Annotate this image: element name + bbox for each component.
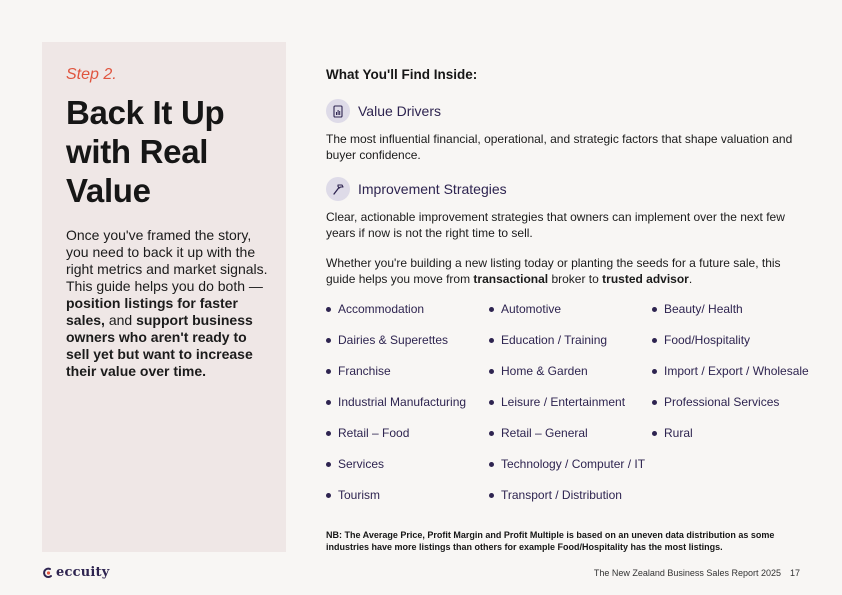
industry-item bbox=[489, 302, 561, 316]
footnote: NB: The Average Price, Profit Margin and Profit Multiple is based on an uneven data distribution as some industries have more listings than others for example Food/Hospitality has the most listings. bbox=[326, 530, 775, 552]
industry-label: Industrial Manufacturing bbox=[338, 395, 467, 409]
feature-description: Clear, actionable improvement strategies that owners can implement over the next few years if now is not the right time to sell. bbox=[326, 210, 785, 240]
feature-title: Improvement Strategies bbox=[358, 181, 507, 197]
bullet-icon bbox=[652, 307, 657, 312]
page-title bbox=[66, 93, 276, 210]
intro-paragraph bbox=[66, 227, 268, 380]
closing-bold-text: trusted advisor bbox=[602, 271, 689, 286]
eccuity-logo bbox=[42, 565, 109, 580]
logo-mark-icon bbox=[42, 567, 53, 579]
intro-bold-text: support business owners who aren't ready to sell yet but want to increase their value over time. bbox=[66, 312, 253, 379]
bullet-icon bbox=[652, 369, 657, 374]
page-title-line: Value bbox=[66, 172, 151, 209]
industry-label: Tourism bbox=[338, 488, 381, 502]
industry-item bbox=[326, 457, 384, 471]
intro-bold-text: position listings for faster sales, bbox=[66, 295, 238, 328]
industry-label: Professional Services bbox=[664, 395, 780, 409]
bullet-icon bbox=[326, 431, 331, 436]
bullet-icon bbox=[652, 400, 657, 405]
main-content bbox=[326, 0, 826, 595]
bullet-icon bbox=[326, 307, 331, 312]
bullet-icon bbox=[326, 462, 331, 467]
bullet-icon bbox=[489, 493, 494, 498]
closing-text: Whether you're building a new listing today or planting the seeds for a future sale, this guide helps you move from bbox=[326, 256, 781, 286]
report-document-icon bbox=[326, 99, 350, 123]
industry-label: Services bbox=[338, 457, 385, 471]
industry-item bbox=[326, 333, 448, 347]
page-title-line: Back It Up bbox=[66, 94, 225, 131]
industry-label: Food/Hospitality bbox=[664, 333, 751, 347]
industry-item bbox=[652, 302, 743, 316]
bullet-icon bbox=[489, 369, 494, 374]
page-footer bbox=[594, 568, 800, 578]
bullet-icon bbox=[489, 400, 494, 405]
section-heading: What You'll Find Inside: bbox=[326, 67, 478, 82]
bullet-icon bbox=[489, 462, 494, 467]
closing-text: broker to bbox=[548, 271, 603, 286]
closing-paragraph bbox=[326, 256, 796, 287]
step-panel bbox=[42, 42, 286, 552]
bullet-icon bbox=[652, 431, 657, 436]
industry-item bbox=[489, 426, 588, 440]
intro-text: Once you've framed the story, you need to back it up with the right metrics and market signals. This guide helps you do both — bbox=[66, 227, 268, 294]
industry-label: Franchise bbox=[338, 364, 391, 378]
industry-item bbox=[489, 364, 588, 378]
report-title: The New Zealand Business Sales Report 2025 bbox=[593, 568, 781, 578]
bullet-icon bbox=[326, 369, 331, 374]
industry-item bbox=[489, 488, 622, 502]
industry-label: Home & Garden bbox=[501, 364, 588, 378]
bullet-icon bbox=[326, 400, 331, 405]
industry-label: Automotive bbox=[501, 302, 562, 316]
industry-item bbox=[652, 364, 809, 378]
industry-label: Retail – General bbox=[501, 426, 588, 440]
industry-item bbox=[489, 457, 645, 471]
industry-label: Retail – Food bbox=[338, 426, 410, 440]
industry-label: Education / Training bbox=[501, 333, 608, 347]
industry-item bbox=[489, 333, 607, 347]
industry-item bbox=[326, 426, 409, 440]
bullet-icon bbox=[652, 338, 657, 343]
feature-title: Value Drivers bbox=[358, 103, 441, 119]
page-number: 17 bbox=[789, 568, 800, 578]
industry-label: Import / Export / Wholesale bbox=[664, 364, 809, 378]
industry-item bbox=[652, 426, 693, 440]
industry-item bbox=[326, 395, 466, 409]
page-title-line: with Real bbox=[66, 133, 209, 170]
closing-bold-text: transactional bbox=[473, 271, 549, 286]
industry-item bbox=[326, 364, 391, 378]
step-label: Step 2. bbox=[66, 66, 117, 83]
logo-text: eccuity bbox=[56, 565, 110, 580]
industry-label: Technology / Computer / IT bbox=[501, 457, 646, 471]
industry-label: Rural bbox=[664, 426, 693, 440]
closing-text: . bbox=[688, 271, 693, 286]
industry-label: Accommodation bbox=[338, 302, 425, 316]
bullet-icon bbox=[326, 338, 331, 343]
industry-item bbox=[652, 395, 779, 409]
hammer-icon bbox=[326, 177, 350, 201]
bullet-icon bbox=[489, 338, 494, 343]
feature-value-drivers bbox=[326, 99, 441, 123]
industry-label: Dairies & Superettes bbox=[338, 333, 449, 347]
industry-item bbox=[489, 395, 625, 409]
industry-item bbox=[326, 302, 424, 316]
industry-item bbox=[326, 488, 380, 502]
industry-item bbox=[652, 333, 750, 347]
bullet-icon bbox=[489, 307, 494, 312]
feature-improvement-strategies bbox=[326, 177, 507, 201]
bullet-icon bbox=[326, 493, 331, 498]
industry-label: Leisure / Entertainment bbox=[501, 395, 626, 409]
intro-text: and bbox=[104, 312, 137, 328]
industry-label: Beauty/ Health bbox=[664, 302, 743, 316]
feature-description: The most influential financial, operational, and strategic factors that shape valuation and buyer confidence. bbox=[326, 132, 793, 162]
bullet-icon bbox=[489, 431, 494, 436]
industry-label: Transport / Distribution bbox=[501, 488, 622, 502]
